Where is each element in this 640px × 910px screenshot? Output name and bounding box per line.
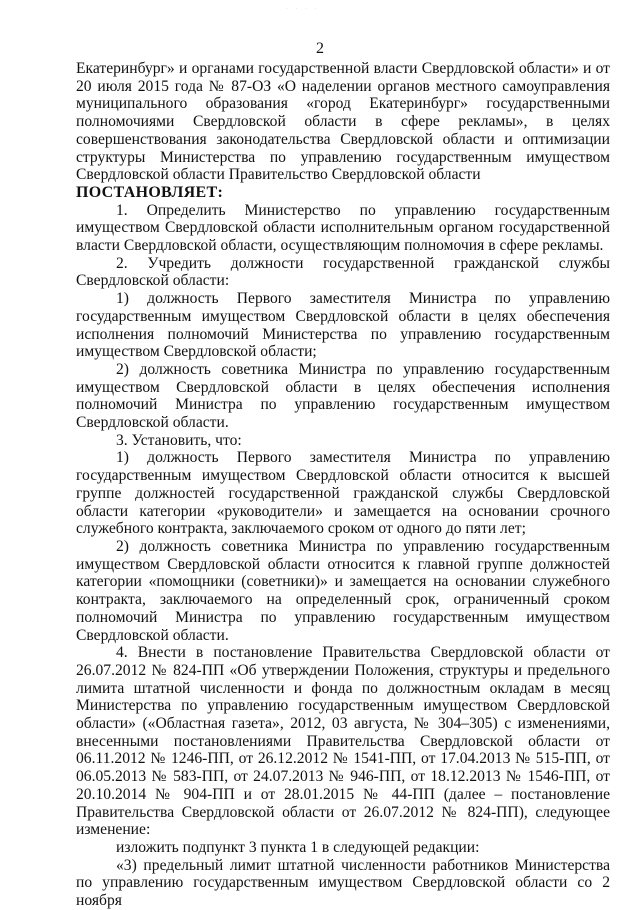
clause-2-paragraph: 2. Учредить должности государственной гражданской службы Свердловской области: — [76, 254, 610, 290]
clause-3-item-1: 1) должность Первого заместителя Министра по управлению государственным имуществом Свердловской области относится к высшей группе должностей государственной гражданской службы Свердловской области категории «руководители» и замещается на основании срочного служебного контракта, заключаемого сроком от одного до пяти лет; — [76, 449, 610, 538]
document-body — [76, 60, 610, 910]
clause-2-item-2: 2) должность советника Министра по управлению государственным имуществом Свердловской области в целях обеспечения исполнения полномочий Министра по управлению государственным имуществом Свердловской области. — [76, 360, 610, 432]
amendment-instruction: изложить подпункт 3 пункта 1 в следующей редакции: — [116, 838, 480, 856]
clause-3-paragraph: 3. Установить, что: — [116, 431, 242, 449]
resolution-heading: ПОСТАНОВЛЯЕТ: — [76, 183, 224, 201]
amendment-text: «3) предельный лимит штатной численности работников Министерства по управлению государственным имуществом Свердловской области со 2 ноября — [76, 856, 610, 910]
clause-4-paragraph: 4. Внести в постановление Правительства Свердловской области от 26.07.2012 № 824-ПП «Об утверждении Положения, структуры и предельного лимита штатной численности и фонда по должностным окладам в месяц Министерства по управлению государственным имуществом Свердловской области» («Областная газета», 2012, 03 августа, № 304–305) с изменениями, внесенными постановлениями Правительства Свердловской области от 06.11.2012 № 1246-ПП, от 26.12.2012 № 1541-ПП, от 17.04.2013 № 515-ПП, от 06.05.2013 № 583-ПП, от 24.07.2013 № 946-ПП, от 18.12.2013 № 1546-ПП, от 20.10.2014 № 904-ПП и от 28.01.2015 № 44-ПП (далее – постановление Правительства Свердловской области от 26.07.2012 № 824-ПП), следующее изменение: — [76, 644, 610, 839]
clause-3-item-2: 2) должность советника Министра по управлению государственным имуществом Свердловской области относится к главной группе должностей категории «помощники (советники)» и замещается на основании служебного контракта, заключаемого на определенный срок, ограниченный сроком полномочий Министра по управлению государственным имуществом Свердловской области. — [76, 537, 610, 644]
clause-1-paragraph: 1. Определить Министерство по управлению государственным имуществом Свердловской области исполнительным органом государственной власти Свердловской области, осуществляющим полномочия в сфере рекламы. — [76, 201, 610, 255]
preamble-paragraph: Екатеринбург» и органами государственной власти Свердловской области» и от 20 июля 2015 года № 87-ОЗ «О наделении органов местного самоуправления муниципального образования «город Екатеринбург» государственными полномочиями Свердловской области в сфере рекламы», в целях совершенствования законодательства Свердловской области и оптимизации структуры Министерства по управлению государственным имуществом Свердловской области Правительство Свердловской области — [76, 60, 610, 184]
page-number: 2 — [316, 40, 324, 57]
scan-marks: · · · · — [286, 6, 320, 12]
clause-2-item-1: 1) должность Первого заместителя Министра по управлению государственным имуществом Свердловской области в целях обеспечения исполнения полномочий Министерства по управлению государственным имуществом Свердловской области; — [76, 290, 610, 361]
